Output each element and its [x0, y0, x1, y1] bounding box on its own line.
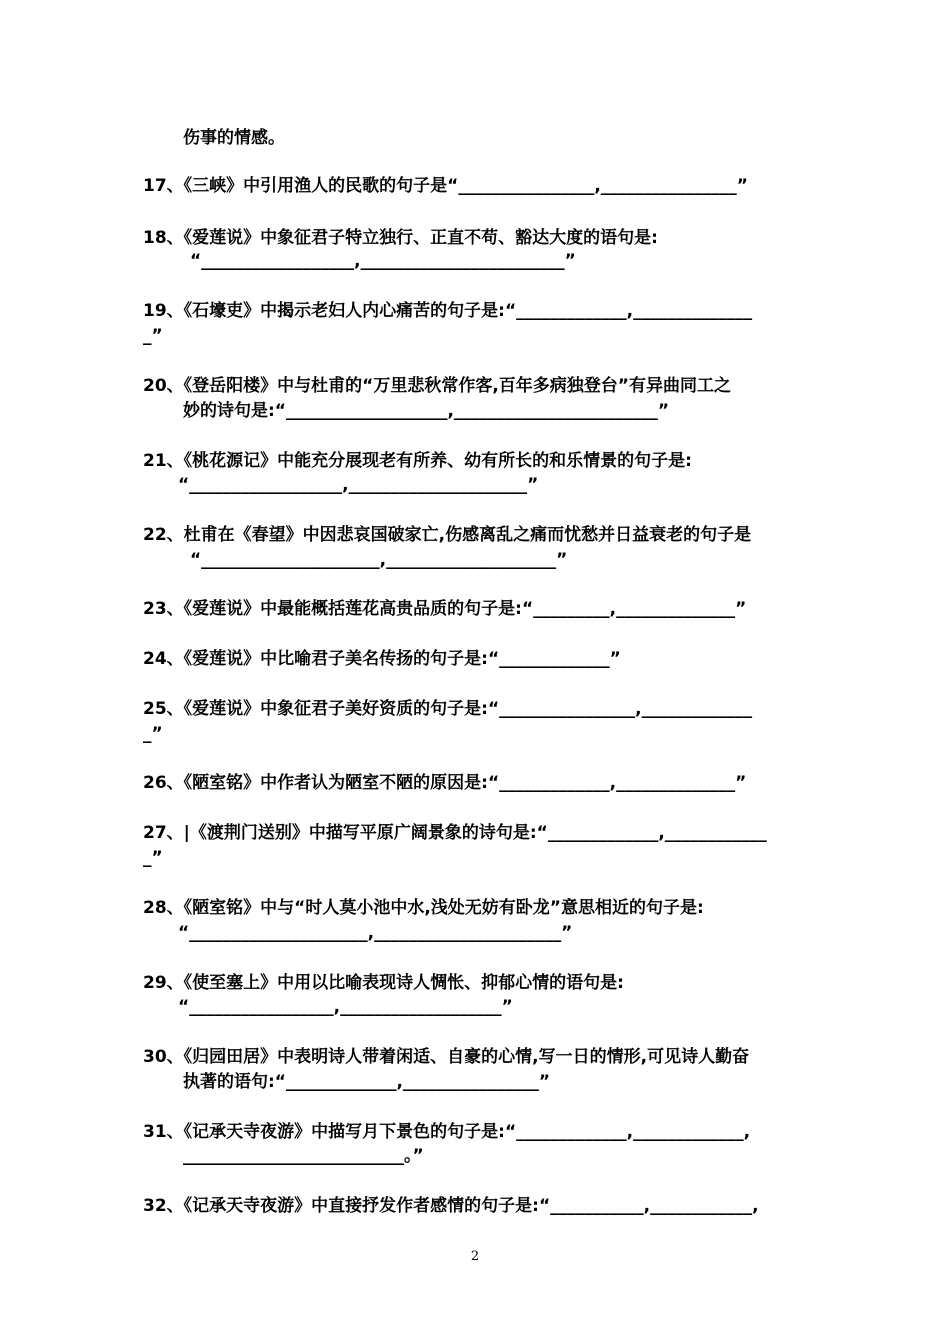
text-line: 19、《石壕吏》中揭示老妇人内心痛苦的句子是:“_____________,______________ [143, 301, 753, 321]
text-line: 22、杜甫在《春望》中因悲哀国破家亡,伤感离乱之痛而忧愁并日益衰老的句子是 [143, 525, 752, 545]
text-line: “_____________________,______________________” [178, 923, 573, 943]
text-line: 20、《登岳阳楼》中与杜甫的“万里悲秋常作客,百年多病独登台”有异曲同工之 [143, 376, 731, 396]
text-line: _” [143, 326, 163, 346]
text-line: 21、《桃花源记》中能充分展现老有所养、幼有所长的和乐情景的句子是: [143, 451, 692, 471]
text-line: _” [143, 848, 163, 868]
text-line: 31、《记承天寺夜游》中描写月下景色的句子是:“_____________,_____________, [143, 1122, 751, 1142]
text-line: 25、《爱莲说》中象征君子美好资质的句子是:“________________,_____________ [143, 699, 753, 719]
text-line: “__________________,_____________________” [178, 475, 539, 495]
text-line: __________________________。” [183, 1146, 424, 1166]
text-line: 30、《归园田居》中表明诗人带着闲适、自豪的心情,写一日的情形,可见诗人勤奋 [143, 1047, 750, 1067]
text-line: 17、《三峡》中引用渔人的民歌的句子是“________________,________________” [143, 176, 748, 196]
text-line: 32、《记承天寺夜游》中直接抒发作者感情的句子是:“___________,____________, [143, 1196, 759, 1216]
text-line: 执著的语句:“_____________,________________” [183, 1072, 551, 1092]
page-number: 2 [470, 1249, 480, 1264]
text-line: 28、《陋室铭》中与“时人莫小池中水,浅处无妨有卧龙”意思相近的句子是: [143, 898, 704, 918]
text-line: 29、《使至塞上》中用以比喻表现诗人惆怅、抑郁心情的语句是: [143, 973, 624, 993]
text-line: “_____________________,____________________” [190, 550, 568, 570]
text-line: 妙的诗句是:“___________________,________________________” [183, 401, 670, 421]
text-line: 23、《爱莲说》中最能概括莲花高贵品质的句子是:“_________,______________” [143, 599, 747, 619]
text-line: _” [143, 724, 163, 744]
text-line: 18、《爱莲说》中象征君子特立独行、正直不苟、豁达大度的语句是: [143, 228, 658, 248]
text-line: 伤事的情感。 [183, 128, 285, 148]
text-line: “__________________,________________________” [190, 251, 576, 271]
text-line: 27、|《渡荆门送别》中描写平原广阔景象的诗句是:“_____________,____________ [143, 823, 767, 843]
text-line: 26、《陋室铭》中作者认为陋室不陋的原因是:“_____________,______________” [143, 773, 747, 793]
text-line: 24、《爱莲说》中比喻君子美名传扬的句子是:“_____________” [143, 649, 621, 669]
text-line: “_________________,___________________” [178, 997, 513, 1017]
